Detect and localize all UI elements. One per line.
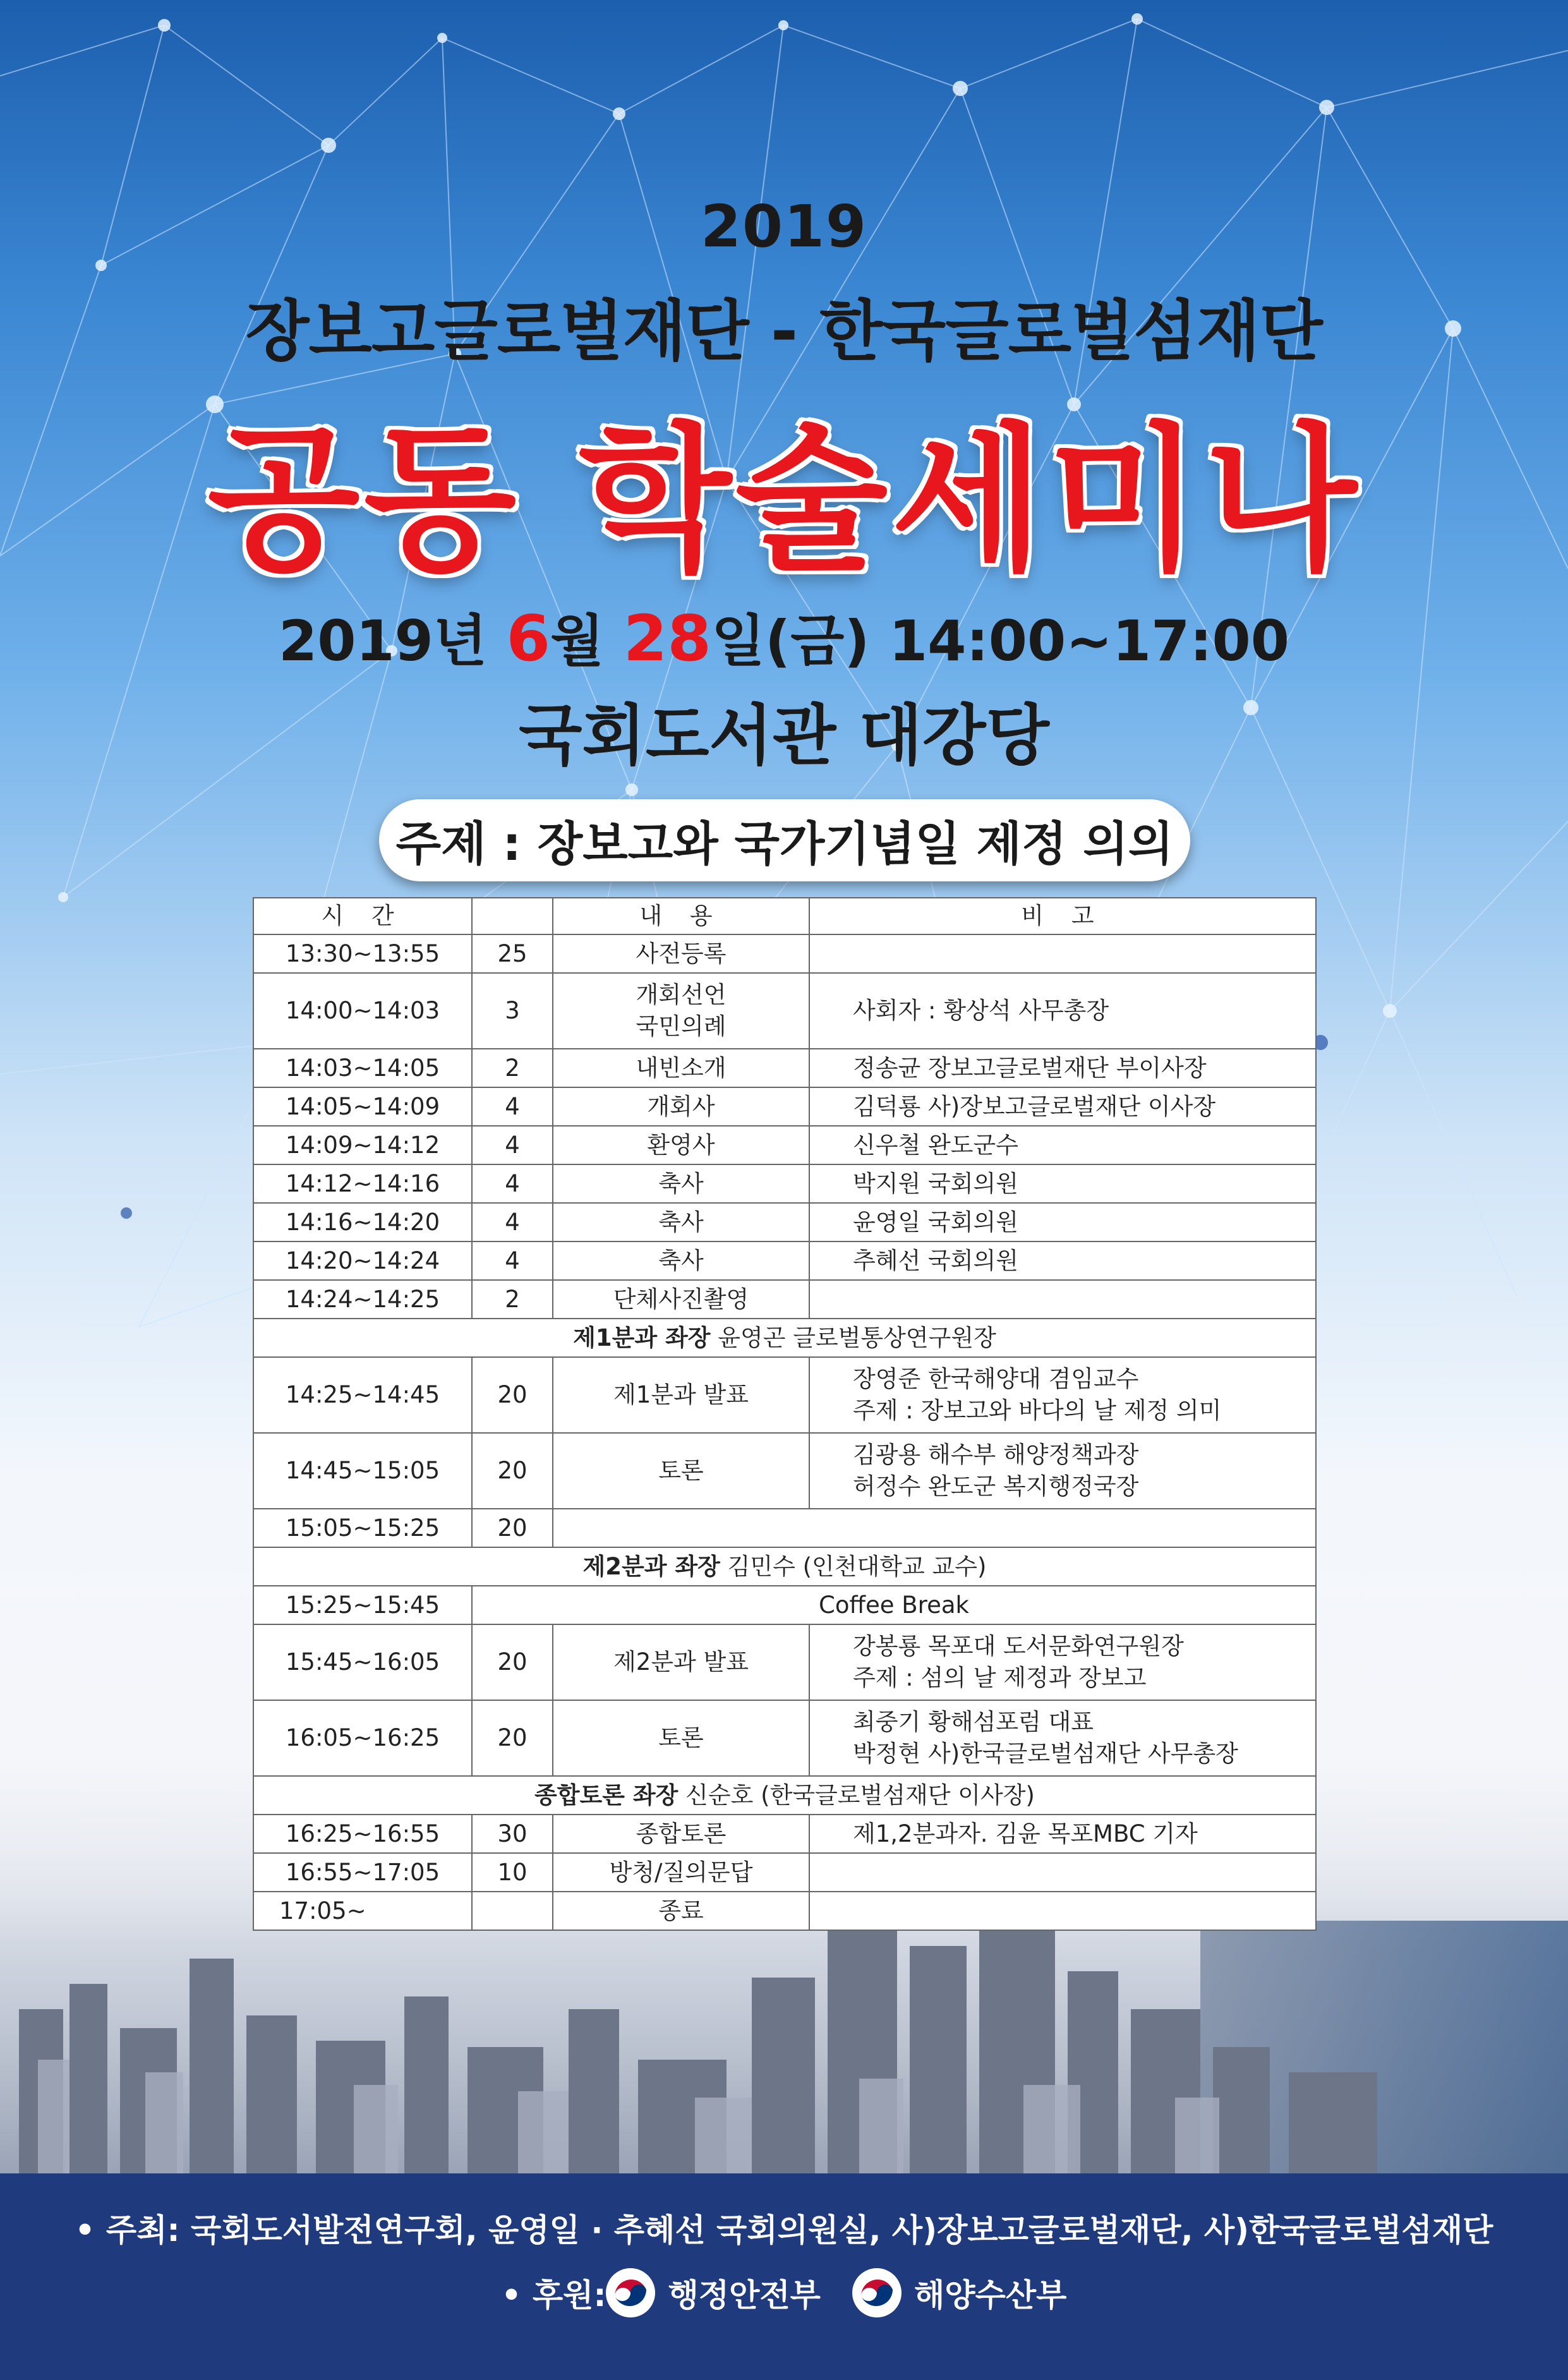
table-row	[253, 1624, 1316, 1700]
minutes-cell: 20	[472, 1700, 553, 1776]
minutes-cell: 4	[472, 1164, 553, 1203]
table-row	[253, 1241, 1316, 1280]
note-cell: 김광용 해수부 해양정책과장 허정수 완도군 복지행정국장	[809, 1433, 1316, 1509]
table-row	[253, 934, 1316, 973]
date-rest: 일(금) 14:00~17:00	[711, 608, 1290, 674]
table-row	[253, 1126, 1316, 1164]
date-day: 28	[623, 601, 711, 675]
time-cell: 14:16~14:20	[253, 1203, 472, 1241]
table-row	[253, 1815, 1316, 1853]
minutes-cell: 25	[472, 934, 553, 973]
event-year: 2019	[700, 193, 868, 260]
organizers-line: 장보고글로벌재단 - 한국글로벌섬재단	[245, 293, 1322, 370]
time-cell: 14:20~14:24	[253, 1241, 472, 1280]
time-cell: 14:25~14:45	[253, 1357, 472, 1433]
section-chair-label: 제1분과 좌장	[573, 1324, 711, 1351]
table-row	[253, 1853, 1316, 1892]
table-row	[253, 1700, 1316, 1776]
section-row-2	[253, 1547, 1316, 1586]
note-cell: 제1,2분과자. 김윤 목포MBC 기자	[809, 1815, 1316, 1853]
date-month: 6	[506, 601, 551, 675]
table-row	[253, 1509, 1316, 1547]
schedule-table	[253, 897, 1317, 1931]
content-cell: 방청/질의문답	[553, 1853, 809, 1892]
content-cell: 제1분과 발표	[553, 1357, 809, 1433]
time-cell: 16:25~16:55	[253, 1815, 472, 1853]
section-row-3	[253, 1776, 1316, 1815]
content-cell: 종료	[553, 1892, 809, 1930]
minutes-cell: 2	[472, 1049, 553, 1087]
table-row	[253, 1892, 1316, 1930]
sponsor-mois	[606, 2268, 821, 2317]
note-cell	[809, 1280, 1316, 1319]
note-cell	[809, 934, 1316, 973]
time-cell: 16:05~16:25	[253, 1700, 472, 1776]
note-cell: 정송균 장보고글로벌재단 부이사장	[809, 1049, 1316, 1087]
content-cell: 축사	[553, 1203, 809, 1241]
content-cell: 개회선언 국민의례	[553, 973, 809, 1049]
table-row	[253, 1357, 1316, 1433]
note-cell	[809, 1853, 1316, 1892]
host-line: • 주최: 국회도서발전연구회, 윤영일 · 추혜선 국회의원실, 사)장보고글로벌재단, 사)한국글로벌섬재단	[75, 2212, 1493, 2249]
time-cell: 15:25~15:45	[253, 1586, 472, 1624]
table-row	[253, 973, 1316, 1049]
time-cell: 14:09~14:12	[253, 1126, 472, 1164]
header-note: 비 고	[809, 898, 1316, 934]
event-title: 공동 학술세미나	[207, 408, 1361, 592]
content-cell: 환영사	[553, 1126, 809, 1164]
minutes-cell: 2	[472, 1280, 553, 1319]
section-chair-label: 제2분과 좌장	[582, 1552, 720, 1580]
time-cell: 16:55~17:05	[253, 1853, 472, 1892]
section-chair-name: 김민수 (인천대학교 교수)	[720, 1552, 987, 1580]
note-cell: 추혜선 국회의원	[809, 1241, 1316, 1280]
content-cell: 개회사	[553, 1087, 809, 1126]
time-cell: 14:03~14:05	[253, 1049, 472, 1087]
content-cell: 토론	[553, 1700, 809, 1776]
date-prefix: 2019년	[278, 608, 507, 674]
sponsor-line	[0, 2268, 1568, 2317]
time-cell: 14:05~14:09	[253, 1087, 472, 1126]
minutes-cell: 20	[472, 1357, 553, 1433]
content-cell	[553, 1509, 1316, 1547]
minutes-cell: 10	[472, 1853, 553, 1892]
section-chair-3	[253, 1776, 1316, 1815]
note-cell: 최중기 황해섬포럼 대표 박정현 사)한국글로벌섬재단 사무총장	[809, 1700, 1316, 1776]
sponsor-1-name: 행정안전부	[668, 2277, 821, 2314]
korea-government-emblem-icon	[606, 2268, 655, 2317]
sponsor-2-name: 해양수산부	[914, 2277, 1067, 2314]
note-cell: 박지원 국회의원	[809, 1164, 1316, 1203]
date-month-unit: 월	[550, 608, 624, 674]
note-cell: 윤영일 국회의원	[809, 1203, 1316, 1241]
note-cell: 강봉룡 목포대 도서문화연구원장 주제 : 섬의 날 제정과 장보고	[809, 1624, 1316, 1700]
time-cell: 14:12~14:16	[253, 1164, 472, 1203]
header-minutes	[472, 898, 553, 934]
time-cell: 14:00~14:03	[253, 973, 472, 1049]
time-cell: 14:45~15:05	[253, 1433, 472, 1509]
time-cell: 15:45~16:05	[253, 1624, 472, 1700]
minutes-cell: 4	[472, 1126, 553, 1164]
note-cell	[809, 1892, 1316, 1930]
table-row	[253, 1049, 1316, 1087]
table-row	[253, 1203, 1316, 1241]
minutes-cell: 4	[472, 1203, 553, 1241]
note-cell: 사회자 : 황상석 사무총장	[809, 973, 1316, 1049]
note-cell: 김덕룡 사)장보고글로벌재단 이사장	[809, 1087, 1316, 1126]
content-cell: 제2분과 발표	[553, 1624, 809, 1700]
section-chair-name: 윤영곤 글로벌통상연구원장	[710, 1324, 996, 1351]
time-cell: 13:30~13:55	[253, 934, 472, 973]
note-cell: 장영준 한국해양대 겸임교수 주제 : 장보고와 바다의 날 제정 의미	[809, 1357, 1316, 1433]
korea-government-emblem-icon	[852, 2268, 902, 2317]
time-cell: 15:05~15:25	[253, 1509, 472, 1547]
minutes-cell: 20	[472, 1509, 553, 1547]
content-cell: 내빈소개	[553, 1049, 809, 1087]
table-row	[253, 1433, 1316, 1509]
theme-text: 주제 : 장보고와 국가기념일 제정 의의	[395, 817, 1174, 871]
table-row	[253, 1087, 1316, 1126]
section-chair-1	[253, 1319, 1316, 1357]
coffee-break-row	[253, 1586, 1316, 1624]
content-cell: 종합토론	[553, 1815, 809, 1853]
sponsor-mof	[852, 2268, 1067, 2317]
minutes-cell: 20	[472, 1624, 553, 1700]
coffee-break-cell: Coffee Break	[472, 1586, 1316, 1624]
event-date	[0, 597, 1568, 677]
table-row	[253, 1280, 1316, 1319]
note-cell: 신우철 완도군수	[809, 1126, 1316, 1164]
content-cell: 사전등록	[553, 934, 809, 973]
time-cell: 14:24~14:25	[253, 1280, 472, 1319]
table-row	[253, 1164, 1316, 1203]
time-cell: 17:05~	[253, 1892, 472, 1930]
theme-banner	[379, 799, 1190, 881]
minutes-cell: 4	[472, 1087, 553, 1126]
minutes-cell: 20	[472, 1433, 553, 1509]
section-chair-2	[253, 1547, 1316, 1586]
minutes-cell	[472, 1892, 553, 1930]
content-cell: 축사	[553, 1164, 809, 1203]
section-chair-label: 종합토론 좌장	[534, 1781, 678, 1809]
content-cell: 토론	[553, 1433, 809, 1509]
content-cell: 축사	[553, 1241, 809, 1280]
header-time: 시 간	[253, 898, 472, 934]
table-header-row	[253, 898, 1316, 934]
sponsor-label: • 후원:	[501, 2277, 606, 2314]
section-row-1	[253, 1319, 1316, 1357]
content-cell: 단체사진촬영	[553, 1280, 809, 1319]
minutes-cell: 3	[472, 973, 553, 1049]
minutes-cell: 30	[472, 1815, 553, 1853]
section-chair-name: 신순호 (한국글로벌섬재단 이사장)	[678, 1781, 1035, 1809]
event-venue: 국회도서관 대강당	[519, 697, 1049, 774]
minutes-cell: 4	[472, 1241, 553, 1280]
header-content: 내 용	[553, 898, 809, 934]
